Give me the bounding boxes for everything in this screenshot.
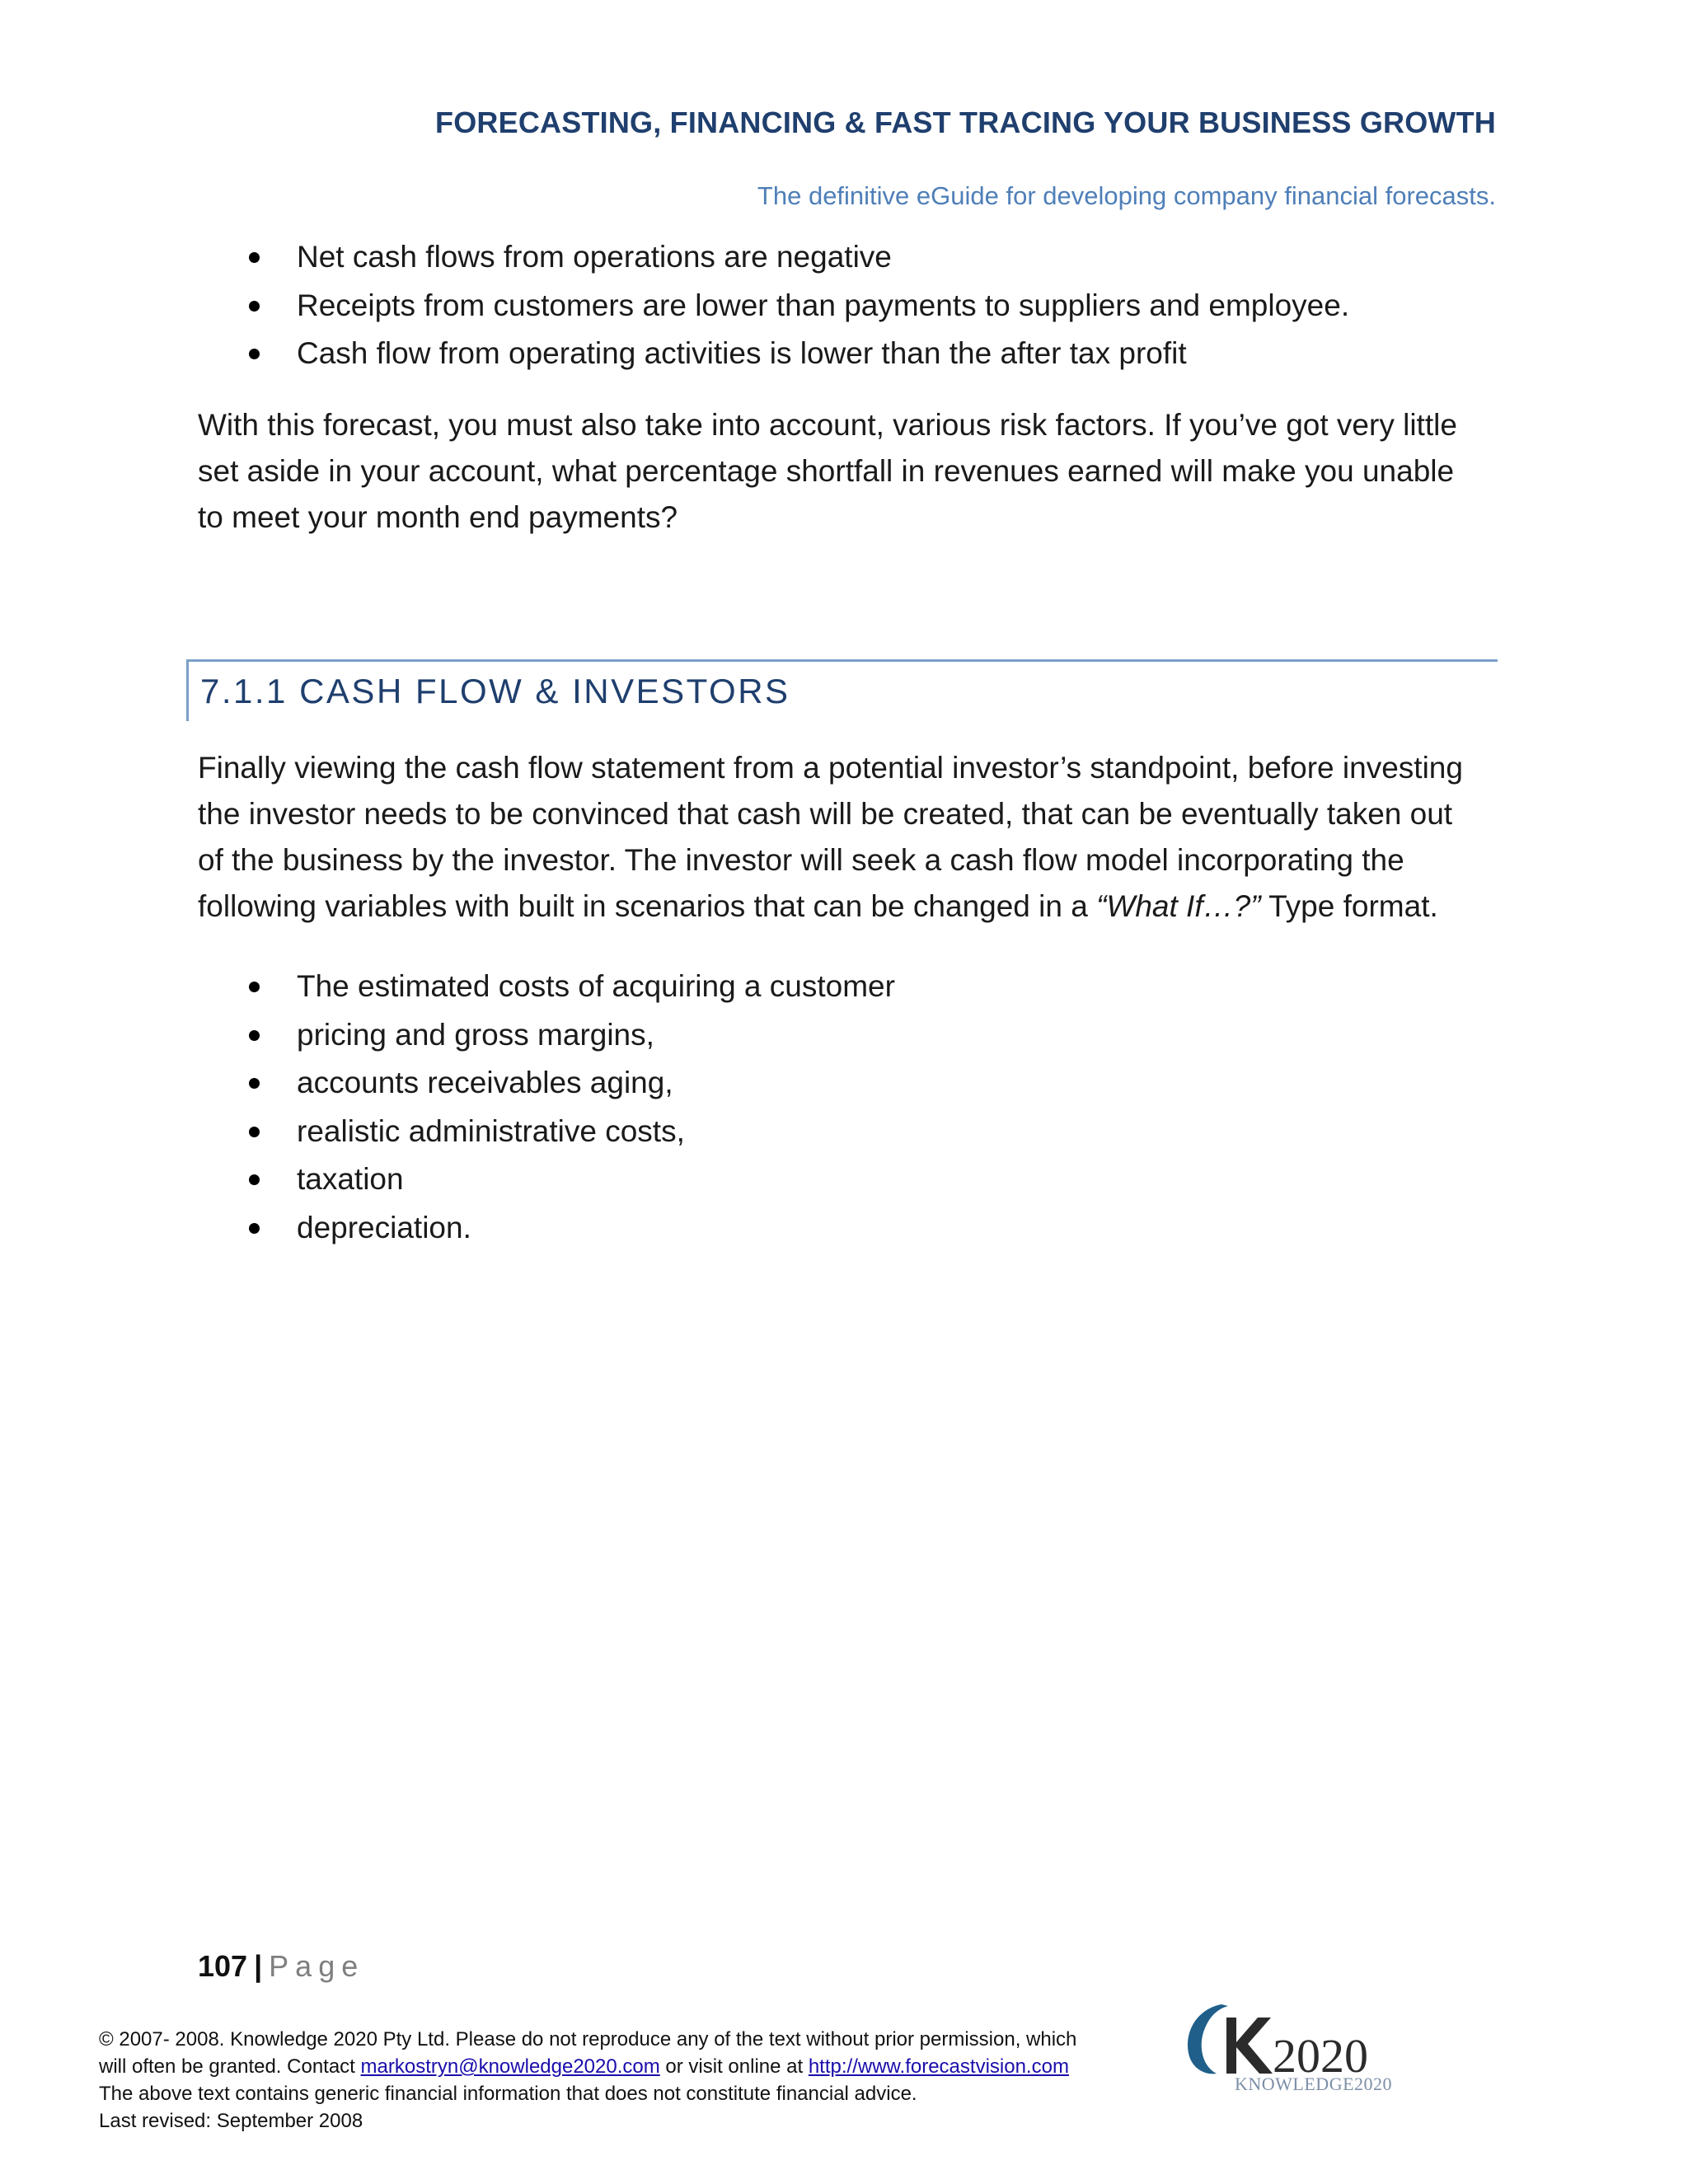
list-item bbox=[198, 1011, 1500, 1060]
bullet-icon bbox=[249, 301, 260, 312]
list-item bbox=[198, 233, 1500, 282]
paragraph-line: With this forecast, you must also take into account, various risk factors. If you’ve got very little bbox=[198, 408, 1457, 442]
logo-swoosh-icon bbox=[1188, 2004, 1228, 2074]
list-item-text: accounts receivables aging, bbox=[297, 1066, 673, 1099]
logo-k-icon bbox=[1226, 2018, 1273, 2074]
paragraph-line-end: Type format. bbox=[1260, 889, 1438, 923]
footer bbox=[99, 2026, 1162, 2135]
bullet-icon bbox=[249, 349, 260, 359]
logo-sub-text: KNOWLEDGE2020 bbox=[1235, 2074, 1393, 2093]
list-item-text: Receipts from customers are lower than payments to suppliers and employee. bbox=[297, 288, 1350, 322]
list-item bbox=[198, 282, 1500, 330]
logo-main-text: 2020 bbox=[1273, 2029, 1368, 2083]
header-subtitle: The definitive eGuide for developing company financial forecasts. bbox=[757, 181, 1496, 210]
list-item bbox=[198, 1108, 1500, 1156]
bullet-icon bbox=[249, 1127, 260, 1137]
bullet-icon bbox=[249, 1078, 260, 1089]
list-item-text: taxation bbox=[297, 1162, 404, 1196]
website-link[interactable]: http://www.forecastvision.com bbox=[808, 2055, 1069, 2078]
investor-variables-list bbox=[198, 963, 1500, 1252]
footer-disclaimer: The above text contains generic financial information that does not constitute financial advice. bbox=[99, 2083, 917, 2105]
risk-factors-paragraph bbox=[198, 402, 1500, 541]
list-item-text: The estimated costs of acquiring a customer bbox=[297, 969, 895, 1003]
paragraph-line-start: following variables with built in scenarios that can be changed in a bbox=[198, 889, 1097, 923]
footer-contact-prefix: will often be granted. Contact bbox=[99, 2055, 361, 2078]
bullet-icon bbox=[249, 1174, 260, 1185]
email-link[interactable]: markostryn@knowledge2020.com bbox=[360, 2055, 660, 2078]
footer-contact-middle: or visit online at bbox=[659, 2055, 809, 2078]
page-number-label: Page bbox=[269, 1949, 365, 1983]
paragraph-line: to meet your month end payments? bbox=[198, 500, 678, 534]
list-item bbox=[198, 1155, 1500, 1204]
footer-copyright: © 2007- 2008. Knowledge 2020 Pty Ltd. Please do not reproduce any of the text without prior permission, which bbox=[99, 2028, 1077, 2050]
paragraph-line: of the business by the investor. The investor will seek a cash flow model incorporating the bbox=[198, 843, 1404, 877]
list-item bbox=[198, 1059, 1500, 1108]
footer-revision: Last revised: September 2008 bbox=[99, 2110, 363, 2132]
header-title: FORECASTING, FINANCING & FAST TRACING YOUR BUSINESS GROWTH bbox=[435, 105, 1496, 139]
page-number-value: 107 bbox=[198, 1949, 248, 1983]
section-heading bbox=[186, 659, 1498, 721]
list-item bbox=[198, 963, 1500, 1011]
risk-indicator-list bbox=[198, 233, 1500, 378]
list-item-text: Net cash flows from operations are negative bbox=[297, 240, 892, 274]
list-item bbox=[198, 1204, 1500, 1253]
bullet-icon bbox=[249, 1030, 260, 1041]
bullet-icon bbox=[249, 982, 260, 992]
investor-paragraph bbox=[198, 745, 1500, 930]
footer-contact-line bbox=[99, 2053, 1162, 2080]
paragraph-line: the investor needs to be convinced that cash will be created, that can be eventually taken out bbox=[198, 797, 1453, 831]
paragraph-line: Finally viewing the cash flow statement from a potential investor’s standpoint, before investing bbox=[198, 751, 1463, 785]
section-heading-text: 7.1.1 CASH FLOW & INVESTORS bbox=[200, 672, 790, 710]
knowledge2020-logo bbox=[1179, 1994, 1426, 2093]
what-if-emphasis: “What If…?” bbox=[1096, 889, 1261, 923]
list-item-text: pricing and gross margins, bbox=[297, 1017, 654, 1052]
list-item-text: depreciation. bbox=[297, 1210, 471, 1244]
list-item bbox=[198, 330, 1500, 378]
bullet-icon bbox=[249, 252, 260, 263]
list-item-text: Cash flow from operating activities is lower than the after tax profit bbox=[297, 336, 1187, 370]
page-number bbox=[198, 1949, 364, 1984]
page-number-separator: | bbox=[254, 1949, 263, 1983]
paragraph-line: set aside in your account, what percentage shortfall in revenues earned will make you unable bbox=[198, 454, 1455, 488]
bullet-icon bbox=[249, 1223, 260, 1234]
list-item-text: realistic administrative costs, bbox=[297, 1113, 685, 1148]
